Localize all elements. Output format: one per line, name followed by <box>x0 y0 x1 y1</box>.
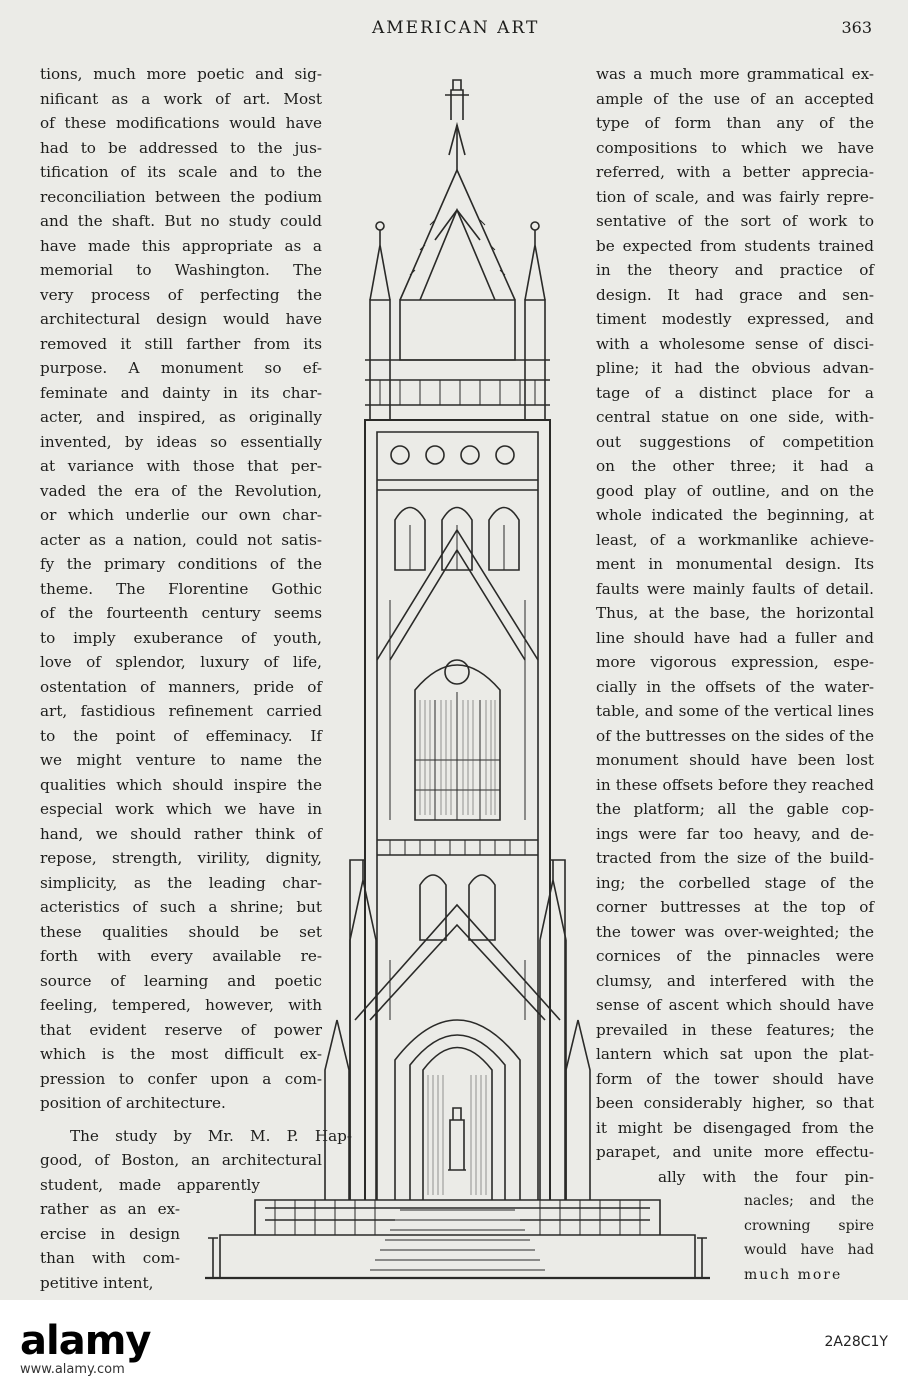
text-line: ment in monumental design. Its <box>596 555 874 573</box>
text-line: sentative of the sort of work to <box>596 212 874 230</box>
text-line: Thus, at the base, the horizontal <box>596 604 874 622</box>
text-line: parapet, and unite more effectu- <box>596 1143 874 1161</box>
text-line: ing; the corbelled stage of the <box>596 873 874 892</box>
text-line: be expected from students trained <box>596 236 874 255</box>
text-line: prevailed in these features; the <box>596 1020 874 1039</box>
text-line: tification of its scale and to the <box>40 163 322 181</box>
text-line: nificant as a work of art. Most <box>40 89 322 108</box>
text-line: whole indicated the beginning, at <box>596 506 874 524</box>
text-line: referred, with a better apprecia- <box>596 163 874 181</box>
text-line: architectural design would have <box>40 310 322 328</box>
text-line: design. It had grace and sen- <box>596 285 874 304</box>
text-line: invented, by ideas so essentially <box>40 432 322 451</box>
text-line: repose, strength, virility, dignity, <box>40 849 322 867</box>
text-line: love of splendor, luxury of life, <box>40 653 322 671</box>
text-line: ample of the use of an accepted <box>596 89 874 108</box>
text-line: form of the tower should have <box>596 1069 874 1088</box>
stock-logo: alamy <box>20 1318 151 1364</box>
text-line: tions, much more poetic and sig- <box>40 65 322 83</box>
text-line: tage of a distinct place for a <box>596 383 874 402</box>
text-line: ings were far too heavy, and de- <box>596 824 874 843</box>
text-line: had to be addressed to the jus- <box>40 138 322 157</box>
text-line: pression to confer upon a com- <box>40 1069 322 1088</box>
text-line: than with com- <box>40 1249 180 1267</box>
text-line: at variance with those that per- <box>40 457 322 475</box>
text-line: crowning spire <box>744 1217 874 1234</box>
text-line: in the theory and practice of <box>596 261 874 279</box>
text-line: tion of scale, and was fairly repre- <box>596 187 874 206</box>
gothic-tower-illustration <box>205 60 710 1285</box>
text-line: nacles; and the <box>744 1193 874 1209</box>
text-line: in these offsets before they reached <box>596 775 874 794</box>
text-line: or which underlie our own char- <box>40 506 322 524</box>
text-line: to imply exuberance of youth, <box>40 628 322 647</box>
text-line: The study by Mr. M. P. Hap- <box>70 1126 352 1145</box>
text-line: the platform; all the gable cop- <box>596 800 874 818</box>
text-line: tracted from the size of the build- <box>596 849 874 867</box>
text-line: sense of ascent which should have <box>596 996 874 1014</box>
text-line: been considerably higher, so that <box>596 1094 874 1112</box>
text-line: very process of perfecting the <box>40 285 322 304</box>
text-line: pline; it had the obvious advan- <box>596 359 874 377</box>
text-line: out suggestions of competition <box>596 432 874 451</box>
text-line: source of learning and poetic <box>40 971 322 990</box>
text-line: ally with the four pin- <box>658 1167 874 1186</box>
text-line: art, fastidious refinement carried <box>40 702 322 720</box>
running-head: AMERICAN ART <box>372 18 540 38</box>
text-line: that evident reserve of power <box>40 1020 322 1039</box>
text-line: acter as a nation, could not satis- <box>40 530 322 549</box>
text-line: theme. The Florentine Gothic <box>40 579 322 598</box>
text-line: feminate and dainty in its char- <box>40 383 322 402</box>
stock-watermark-band <box>0 1300 908 1390</box>
text-line: clumsy, and interfered with the <box>596 971 874 990</box>
text-line: least, of a workmanlike achieve- <box>596 530 874 549</box>
text-line: reconciliation between the podium <box>40 187 322 206</box>
text-line: was a much more grammatical ex- <box>596 65 874 83</box>
text-line: of these modifications would have <box>40 114 322 132</box>
text-line: of the buttresses on the sides of the <box>596 726 874 745</box>
text-line: rather as an ex- <box>40 1200 180 1218</box>
text-line: removed it still farther from its <box>40 334 322 353</box>
text-line: the tower was over-weighted; the <box>596 922 874 941</box>
text-line: line should have had a fuller and <box>596 628 874 647</box>
text-line: especial work which we have in <box>40 800 322 818</box>
text-line: good, of Boston, an architectural <box>40 1151 322 1169</box>
text-line: type of form than any of the <box>596 114 874 132</box>
text-line: have made this appropriate as a <box>40 236 322 255</box>
text-line: cornices of the pinnacles were <box>596 947 874 965</box>
text-line: memorial to Washington. The <box>40 261 322 279</box>
text-line: monument should have been lost <box>596 751 874 769</box>
text-line: much more <box>744 1266 843 1283</box>
text-line: on the other three; it had a <box>596 457 874 475</box>
text-line: it might be disengaged from the <box>596 1118 874 1137</box>
text-line: ercise in design <box>40 1224 180 1243</box>
text-line: fy the primary conditions of the <box>40 555 322 573</box>
text-line: ostentation of manners, pride of <box>40 677 322 696</box>
text-line: would have had <box>744 1242 874 1258</box>
text-line: acteristics of such a shrine; but <box>40 898 322 916</box>
text-line: purpose. A monument so ef- <box>40 359 322 377</box>
text-line: hand, we should rather think of <box>40 824 322 843</box>
text-line: position of architecture. <box>40 1094 226 1112</box>
text-line: acter, and inspired, as originally <box>40 408 322 426</box>
text-line: petitive intent, <box>40 1273 154 1292</box>
text-line: and the shaft. But no study could <box>40 212 322 230</box>
text-line: to the point of effeminacy. If <box>40 726 322 745</box>
text-line: table, and some of the vertical lines <box>596 702 874 720</box>
text-line: good play of outline, and on the <box>596 481 874 500</box>
page-number: 363 <box>841 18 872 37</box>
text-line: vaded the era of the Revolution, <box>40 481 322 500</box>
text-line: these qualities should be set <box>40 922 322 941</box>
text-line: which is the most difficult ex- <box>40 1045 322 1063</box>
text-line: lantern which sat upon the plat- <box>596 1045 874 1063</box>
text-line: with a wholesome sense of disci- <box>596 334 874 353</box>
text-line: compositions to which we have <box>596 138 874 157</box>
text-line: more vigorous expression, espe- <box>596 653 874 671</box>
text-line: timent modestly expressed, and <box>596 310 874 328</box>
text-line: feeling, tempered, however, with <box>40 996 322 1014</box>
text-line: qualities which should inspire the <box>40 775 322 794</box>
text-line: of the fourteenth century seems <box>40 604 322 622</box>
text-line: simplicity, as the leading char- <box>40 873 322 892</box>
text-line: cially in the offsets of the water- <box>596 677 874 696</box>
text-line: forth with every available re- <box>40 947 322 965</box>
text-line: corner buttresses at the top of <box>596 898 874 916</box>
stock-image-id: 2A28C1Y <box>824 1334 888 1350</box>
text-line: we might venture to name the <box>40 751 322 769</box>
text-line: central statue on one side, with- <box>596 408 874 426</box>
text-line: faults were mainly faults of detail. <box>596 579 874 598</box>
stock-site: www.alamy.com <box>20 1362 125 1377</box>
text-line: student, made apparently <box>40 1175 260 1194</box>
